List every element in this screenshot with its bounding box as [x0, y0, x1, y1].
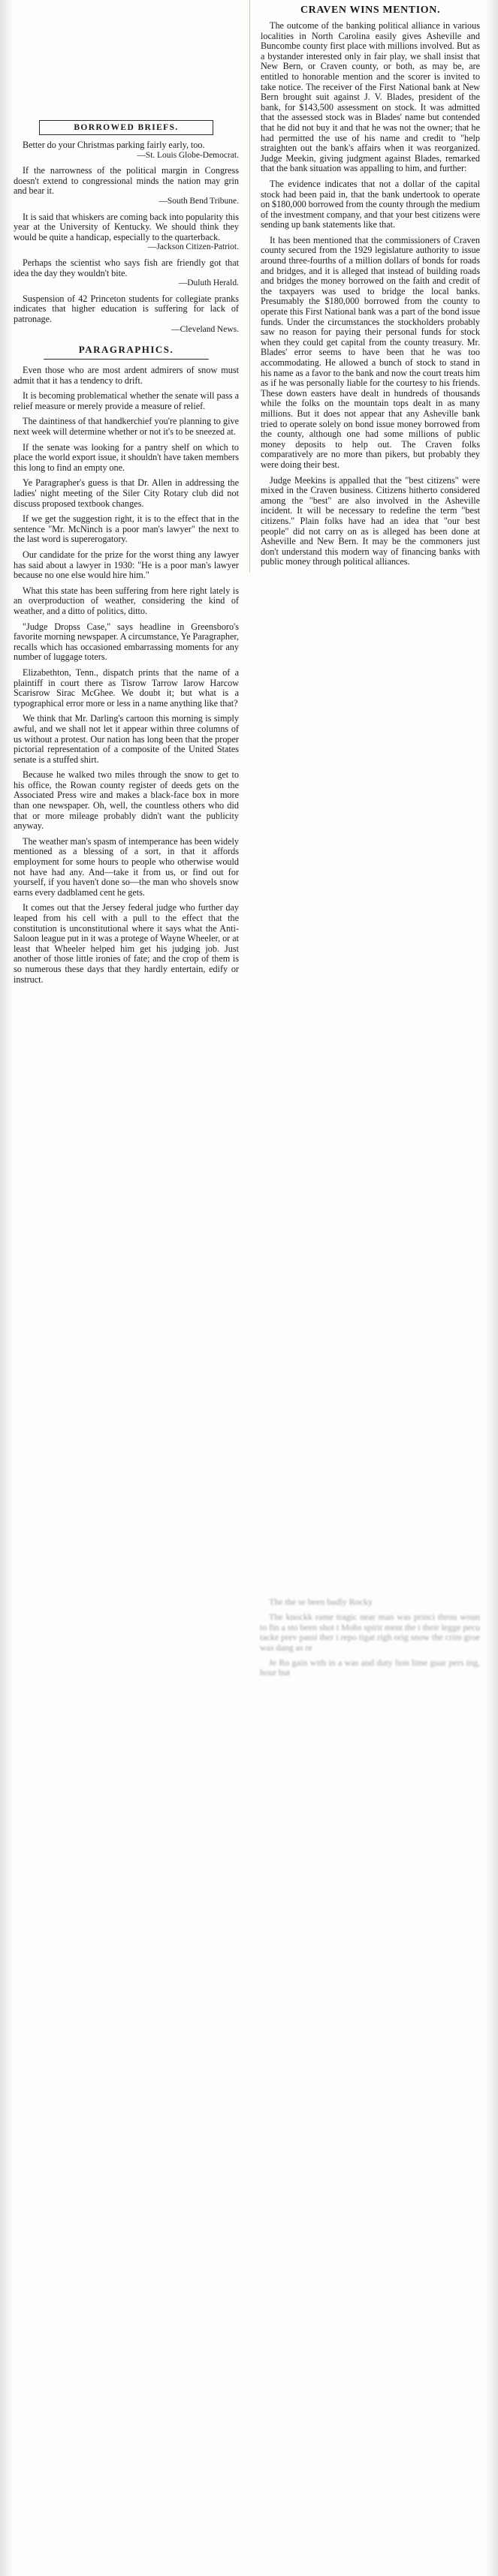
paragraphics-paragraph: If we get the suggestion right, it is to the effect that in the sentence "Mr. McNinch is a poor man's lawyer" the next to the last word is supererogatory.	[14, 513, 239, 545]
paragraphics-paragraph: It is becoming problematical whether the senate will pass a relief measure or merely provide a measure of relief.	[14, 390, 239, 411]
borrowed-brief-item	[14, 212, 239, 253]
brief-text: It is said that whiskers are coming back into popularity this year at the University of Kentucky. We should think they would be quite a handicap, especially to the quarterback.	[14, 211, 239, 242]
brief-credit: —Cleveland News.	[171, 324, 239, 334]
brief-credit: —St. Louis Globe-Democrat.	[137, 150, 239, 160]
craven-paragraph: Judge Meekins is appalled that the "best citizens" were mixed in the Craven business. Citizens hitherto considered among the "best" are also involved in the Asheville incident. It will be necessary to redefine the term "best citizens." Plain folks have had an idea that "our best people" did not carry on as is alleged has been done at Asheville and New Bern. It may be the commoners just don't understand this modern way of financing banks with public money through political alliances.	[261, 474, 480, 567]
borrowed-brief-item	[14, 294, 239, 335]
paragraphics-paragraph: Our candidate for the prize for the worst thing any lawyer has said about a lawyer in 1930: "He is a poor man's lawyer because no one else would hire him."	[14, 549, 239, 581]
right-column	[249, 0, 498, 573]
paragraphics-paragraph: The weather man's spasm of intemperance has been widely mentioned as a blessing of a sort, in that it affords employment for some hours to people who otherwise would not have had any. And—take it from us, or find out for yourself, if you haven't done so—the man who shovels snow earns every dadblamed cent he gets.	[14, 835, 239, 898]
craven-wins-mention-headline: CRAVEN WINS MENTION.	[300, 5, 441, 16]
brief-credit: —South Bend Tribune.	[158, 196, 239, 206]
paragraphics-paragraph: What this state has been suffering from here right lately is an overproduction of weather, considering the kind of weather, and a ditto of politics, ditto.	[14, 585, 239, 616]
paragraphics-rule	[44, 359, 209, 360]
brief-text: Perhaps the scientist who says fish are friendly got that idea the day they wouldn't bite.	[14, 257, 239, 278]
paragraphics-paragraph: Because he walked two miles through the snow to get to his office, the Rowan county register of deeds gets on the Associated Press wire and makes a black-face box in more than one newspaper. Oh, well, the countless others who did that or more mileage probably didn't want the publicity anyway.	[14, 769, 239, 832]
left-column	[0, 0, 249, 990]
fragment-paragraph: The the se been badly Rocky	[269, 1596, 373, 1607]
paragraphics-paragraph: The daintiness of that handkerchief you're planning to give next week will determine whether or not it's to be sneezed at.	[14, 416, 239, 438]
craven-paragraph: The outcome of the banking political alliance in various localities in North Carolina easily gives Asheville and Buncombe county first place with millions involved. But as a bystander interested only in fair play, we shall insist that New Bern, or Craven county, or both, as may be, are entitled to honorable mention and the scorer is invited to take notice. The receiver of the First National bank at New Bern brought suit against J. V. Blades, president of the bank, for $143,500 assessment on stock. It was admitted that the assessed stock was in Blades' name but contended that he did not buy it and that he was not the owner; that he had permitted the use of his name and credit to "help straighten out the bank's affairs when it was reorganized. Judge Meekin, giving judgment against Blades, remarked that the bank situation was appalling to him, and further:	[261, 20, 480, 174]
paragraphics-paragraph: Even those who are most ardent admirers of snow must admit that it has a tendency to drift.	[14, 365, 239, 386]
craven-quoted-evidence: The evidence indicates that not a dollar of the capital stock had been paid in, that the bank undertook to operate on $180,000 borrowed from the county through the medium of the investment company, and that your best citizens were sending up bank statements like that.	[261, 178, 480, 230]
brief-credit: —Jackson Citizen-Patriot.	[147, 242, 239, 252]
brief-credit: —Duluth Herald.	[178, 278, 239, 288]
fragment-paragraph: Je Ro gain with in a was and duty lion lime guar pers ing, hour but	[260, 1657, 480, 1678]
borrowed-brief-item	[14, 166, 239, 206]
brief-text: Suspension of 42 Princeton students for collegiate pranks indicates that higher education is suffering for lack of patronage.	[14, 293, 239, 324]
brief-text: If the narrowness of the political margin in Congress doesn't extend to congressional minds the nation may grin and bear it.	[14, 165, 239, 197]
borrowed-brief-item	[14, 258, 239, 289]
borrowed-briefs-heading: BORROWED BRIEFS.	[39, 120, 213, 135]
paragraphics-paragraph: "Judge Dropss Case," says headline in Greensboro's favorite morning newspaper. A circumstance, Ye Paragrapher, recalls which has occasioned embarrassing moments for any number of luggage toters.	[14, 621, 239, 663]
brief-text: Better do your Christmas parking fairly early, too.	[23, 140, 205, 150]
paragraphics-paragraph: Ye Paragrapher's guess is that Dr. Allen in addressing the ladies' night meeting of the Siler City Rotary club did not discuss proposed textbook changes.	[14, 477, 239, 509]
left-column-top-spacer	[14, 0, 239, 120]
lower-right-fragment	[249, 1597, 498, 1684]
paragraphics-paragraph: Elizabethton, Tenn., dispatch prints that the name of a plaintiff in court there as Tisrow Tarrow Iarow Harcow Scarisrow Sirac McGhee. We doubt it; but what is a typographical error more or less in a name anything like that?	[14, 667, 239, 709]
paragraphics-heading: PARAGRAPHICS.	[78, 344, 174, 356]
paragraphics-paragraph: If the senate was looking for a pantry shelf on which to place the world export issue, it shouldn't have taken members this long to find an empty one.	[14, 441, 239, 473]
craven-paragraph: It has been mentioned that the commissioners of Craven county secured from the 1929 legislature authority to issue around three-fourths of a million dollars of bonds for roads and bridges, and it is alleged that instead of building roads and bridges the money borrowed on the faith and credit of the taxpayers was used to bridge the local banks. Presumably the $180,000 borrowed from the county to operate this First National bank was a part of the bond issue funds. Under the circumstances the stockholders probably saw no reason for paying their personal funds for stock when they could get capital from the county treasury. Mr. Blades' error seems to have been that he was too accommodating. He allowed a bunch of stock to stand in his name as a favor to the bank and now the court treats him as if he was personally liable for the courtesy to his friends. These down easters have dealt in hundreds of thousands while the folks on the mountain tops dealt in as many millions. But it does not appear that any Asheville bank tried to operate solely on bond issue money borrowed from the county, although one had some millions of public money deposits to help out. The Craven folks comparatively are no more than pikers, but probably they were doing their best.	[261, 234, 480, 470]
paragraphics-paragraph: We think that Mr. Darling's cartoon this morning is simply awful, and we shall not let it appear within three columns of us without a protest. Our nation has long been that the proper pictorial representation of a composite of the United States senate is a stuffed shirt.	[14, 713, 239, 765]
paragraphics-paragraph: It comes out that the Jersey federal judge who further day leaped from his cell with a pull to the effect that the constitution is unconstitutional where it says what the Anti-Saloon league put in it was a protege of Wayne Wheeler, or at least that Wheeler helped him get his judging job. Just another of those little ironies of fate; and the crop of them is so numerous these days that they hardly entertain, edify or instruct.	[14, 902, 239, 985]
borrowed-brief-item	[14, 140, 239, 161]
fragment-paragraph: The knockk rame tragic near man was princi throu woun to fin a sto been shot t Mobs spirit ment the i their legge pecu tacke prev passi ther i repo tigat righ orig snow the crim groe was dang as re	[260, 1612, 480, 1653]
